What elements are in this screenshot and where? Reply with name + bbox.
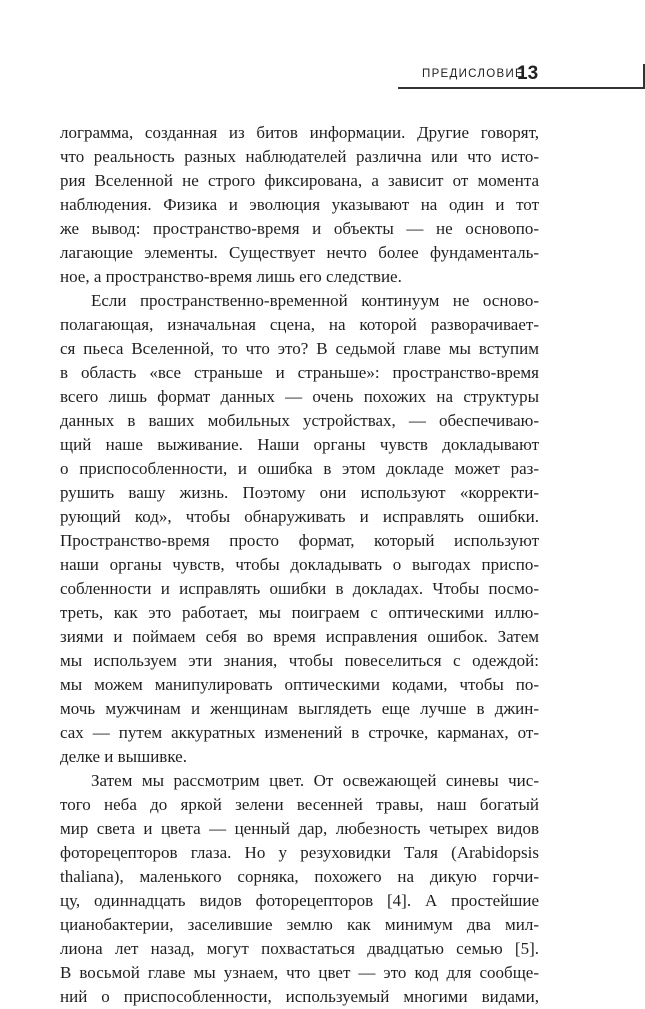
text-line: же вывод: пространство-время и объекты — не основопо- bbox=[60, 219, 539, 238]
text-line: зиями и поймаем себя во время исправления ошибок. Затем bbox=[60, 627, 539, 646]
header-rule bbox=[398, 87, 645, 89]
text-line: рия Вселенной не строго фиксирована, а зависит от момента bbox=[60, 171, 539, 190]
text-line: данных в ваших мобильных устройствах, — обеспечиваю- bbox=[60, 411, 539, 430]
text-line: наши органы чувств, чтобы докладывать о выгодах приспо- bbox=[60, 555, 539, 574]
text-line: Пространство-время просто формат, который используют bbox=[60, 531, 539, 550]
text-line: лагающие элементы. Существует нечто более фундаменталь- bbox=[60, 243, 539, 262]
text-line: лиона лет назад, могут похвастаться двадцатью семью [5]. bbox=[60, 939, 539, 958]
page-number: 13 bbox=[517, 63, 539, 84]
text-line: наблюдения. Физика и эволюция указывают на один и тот bbox=[60, 195, 539, 214]
text-line: ся пьеса Вселенной, то что это? В седьмой главе мы вступим bbox=[60, 339, 539, 358]
text-line: о приспособленности, и ошибка в этом докладе может раз- bbox=[60, 459, 539, 478]
text-line: ний о приспособленности, используемый многими видами, bbox=[60, 987, 539, 1006]
text-line: сах — путем аккуратных изменений в строчке, карманах, от- bbox=[60, 723, 539, 742]
text-line: фоторецепторов глаза. Но у резуховидки Таля (Arabidopsis bbox=[60, 843, 539, 862]
chapter-title: ПРЕДИСЛОВИЕ bbox=[422, 68, 524, 80]
text-line: делке и вышивке. bbox=[60, 747, 187, 766]
text-line: мир света и цвета — ценный дар, любезность четырех видов bbox=[60, 819, 539, 838]
text-line: рующий код», чтобы обнаруживать и исправлять ошибки. bbox=[60, 507, 539, 526]
text-line: Затем мы рассмотрим цвет. От освежающей синевы чис- bbox=[91, 771, 539, 790]
body-text bbox=[60, 121, 539, 1009]
text-line: полагающая, изначальная сцена, на которой разворачивает- bbox=[60, 315, 539, 334]
text-line: рушить вашу жизнь. Поэтому они используют «корректи- bbox=[60, 483, 539, 502]
text-line: мочь мужчинам и женщинам выглядеть еще лучше в джин- bbox=[60, 699, 539, 718]
running-header bbox=[398, 64, 645, 88]
text-line: цу, одиннадцать видов фоторецепторов [4]. А простейшие bbox=[60, 891, 539, 910]
text-line: цианобактерии, заселившие землю как минимум два мил- bbox=[60, 915, 539, 934]
text-line: мы можем манипулировать оптическими кодами, чтобы по- bbox=[60, 675, 539, 694]
text-line: Если пространственно-временной континуум не осново- bbox=[91, 291, 539, 310]
text-line: того неба до яркой зелени весенней травы, наш богатый bbox=[60, 795, 539, 814]
text-line: что реальность разных наблюдателей различна или что исто- bbox=[60, 147, 539, 166]
text-line: щий наше выживание. Наши органы чувств докладывают bbox=[60, 435, 539, 454]
text-line: в область «все страньше и страньше»: пространство-время bbox=[60, 363, 539, 382]
text-line: ное, а пространство-время лишь его следствие. bbox=[60, 267, 402, 286]
text-line: мы используем эти знания, чтобы повеселиться с одеждой: bbox=[60, 651, 539, 670]
text-line: лограмма, созданная из битов информации. Другие говорят, bbox=[60, 123, 539, 142]
text-line: собленности и исправлять ошибки в докладах. Чтобы посмо- bbox=[60, 579, 539, 598]
text-line: треть, как это работает, мы поиграем с оптическими иллю- bbox=[60, 603, 539, 622]
text-line: всего лишь формат данных — очень похожих на структуры bbox=[60, 387, 539, 406]
text-line: thaliana), маленького сорняка, похожего на дикую горчи- bbox=[60, 867, 539, 886]
text-line: В восьмой главе мы узнаем, что цвет — это код для сообще- bbox=[60, 963, 539, 982]
